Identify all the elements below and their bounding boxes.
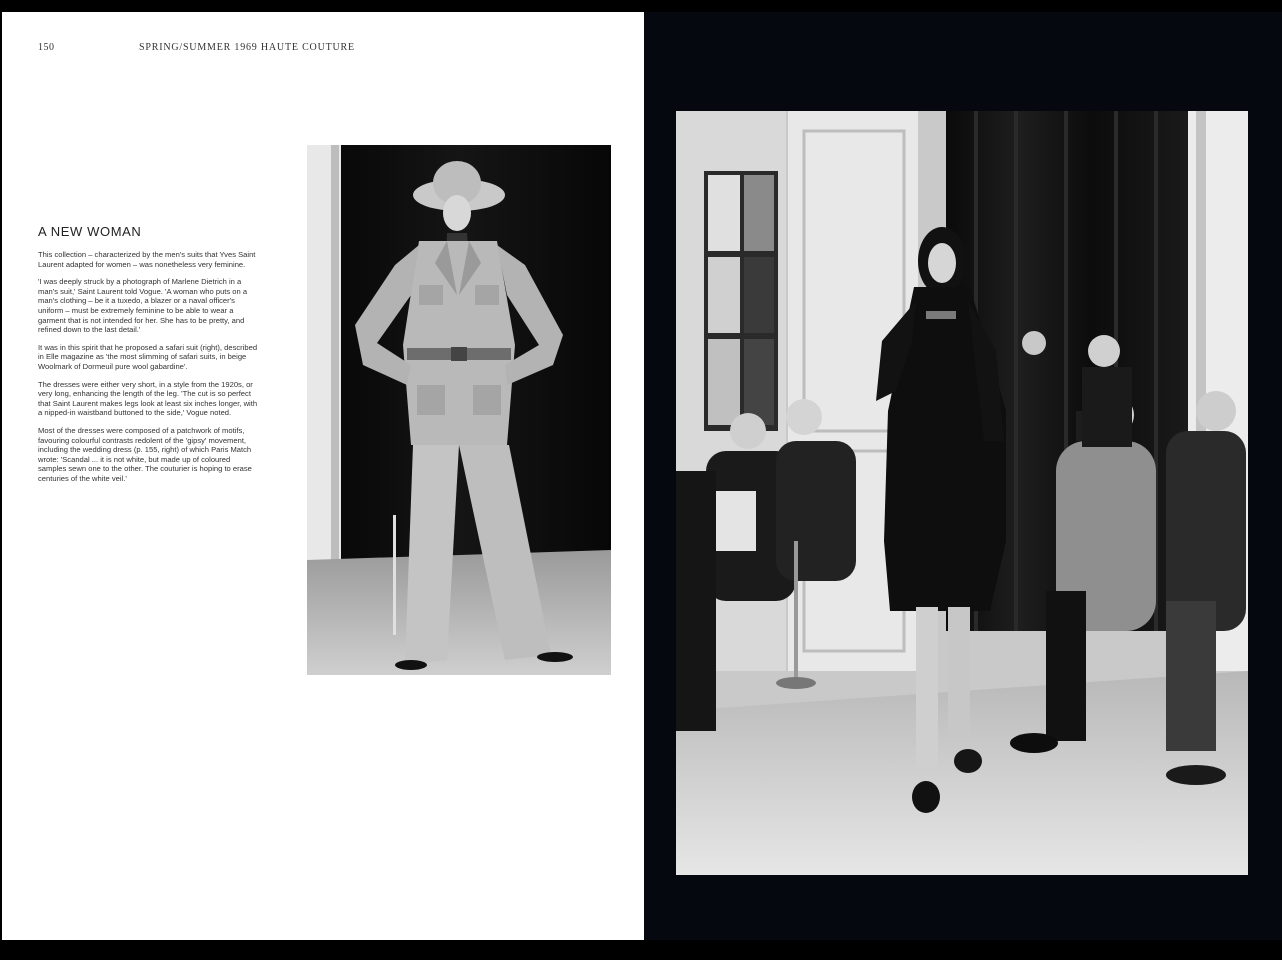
runway-photo-illustration — [676, 111, 1248, 875]
photo-safari-suit — [307, 145, 611, 675]
photo-runway-show — [676, 111, 1248, 875]
bottom-border — [0, 940, 1282, 960]
page-number: 150 — [38, 42, 55, 53]
left-page — [2, 12, 644, 940]
top-border — [0, 0, 1282, 12]
safari-suit-photo-illustration — [307, 145, 611, 675]
paragraph: Most of the dresses were composed of a patchwork of motifs, favouring colourful contrasts redolent of the 'gipsy' movement, including the wedding dress (p. 155, right) of which Paris Match wrote: 'Scandal ... it is not white, but made up of coloured samples sewn one to the other. The couturier is hoping to erase centuries of the white veil.' — [38, 425, 252, 483]
running-head: SPRING/SUMMER 1969 HAUTE COUTURE — [139, 42, 355, 53]
paragraph: 'I was deeply struck by a photograph of Marlene Dietrich in a man's suit,' Saint Laurent told Vogue. 'A woman who puts on a man's clothing – be it a tuxedo, a blazer or a naval officer's uniform – must be extremely feminine to be able to wear a garment that is not intended for her. She has to be pretty, and refined down to the last detail.' — [38, 277, 248, 335]
paragraph: It was in this spirit that he proposed a safari suit (right), described in Elle magazine as 'the most slimming of safari suits, in beige Woolmark of Dormeuil pure wool gabardine'. — [38, 342, 258, 371]
article-body — [38, 250, 260, 491]
paragraph: The dresses were either very short, in a style from the 1920s, or very long, enhancing the length of the leg. 'The cut is so perfect that Saint Laurent makes legs look at least six inches longer, with a nipped-in waistband buttoned to the side,' Vogue noted. — [38, 379, 258, 418]
article-title: A NEW WOMAN — [38, 224, 142, 239]
paragraph: This collection – characterized by the men's suits that Yves Saint Laurent adapted for women – was nonetheless very feminine. — [38, 250, 256, 269]
